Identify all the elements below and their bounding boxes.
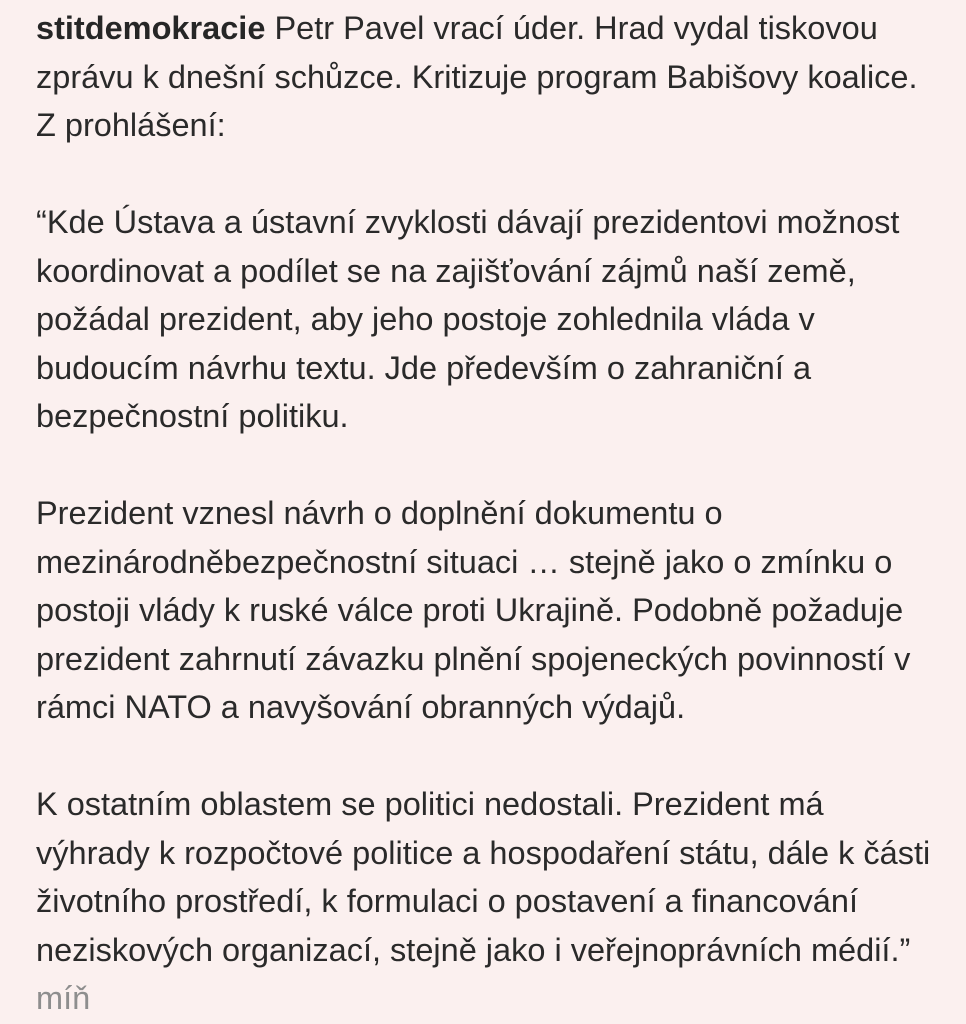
caption-paragraph xyxy=(36,489,941,732)
show-less-link[interactable]: míň xyxy=(36,980,91,1016)
caption-text: K ostatním oblastem se politici nedostali. Prezident má výhrady k rozpočtové politice a hospodaření státu, dále k části životního prostředí, k formulaci o postavení a financování neziskových organizací, stejně jako i veřejnoprávních médií.” xyxy=(36,786,931,968)
caption-text: Prezident vznesl návrh o doplnění dokumentu o mezinárodněbezpečnostní situaci … stejně jako o zmínku o postoji vlády k ruské válce proti Ukrajině. Podobně požaduje prezident zahrnutí závazku plnění spojeneckých povinností v rámci NATO a navyšování obranných výdajů. xyxy=(36,495,911,725)
caption-text: Petr Pavel vrací úder. Hrad vydal tiskovou zprávu k dnešní schůzce. Kritizuje program Babišovy koalice. Z prohlášení: xyxy=(36,10,918,143)
caption-paragraph xyxy=(36,780,941,1023)
post-caption xyxy=(36,4,941,1023)
author-username[interactable]: stitdemokracie xyxy=(36,10,266,46)
caption-paragraph xyxy=(36,4,941,150)
caption-text: “Kde Ústava a ústavní zvyklosti dávají prezidentovi možnost koordinovat a podílet se na zajišťování zájmů naší země, požádal prezident, aby jeho postoje zohlednila vláda v budoucím návrhu textu. Jde především o zahraniční a bezpečnostní politiku. xyxy=(36,204,900,434)
caption-paragraph xyxy=(36,198,941,441)
